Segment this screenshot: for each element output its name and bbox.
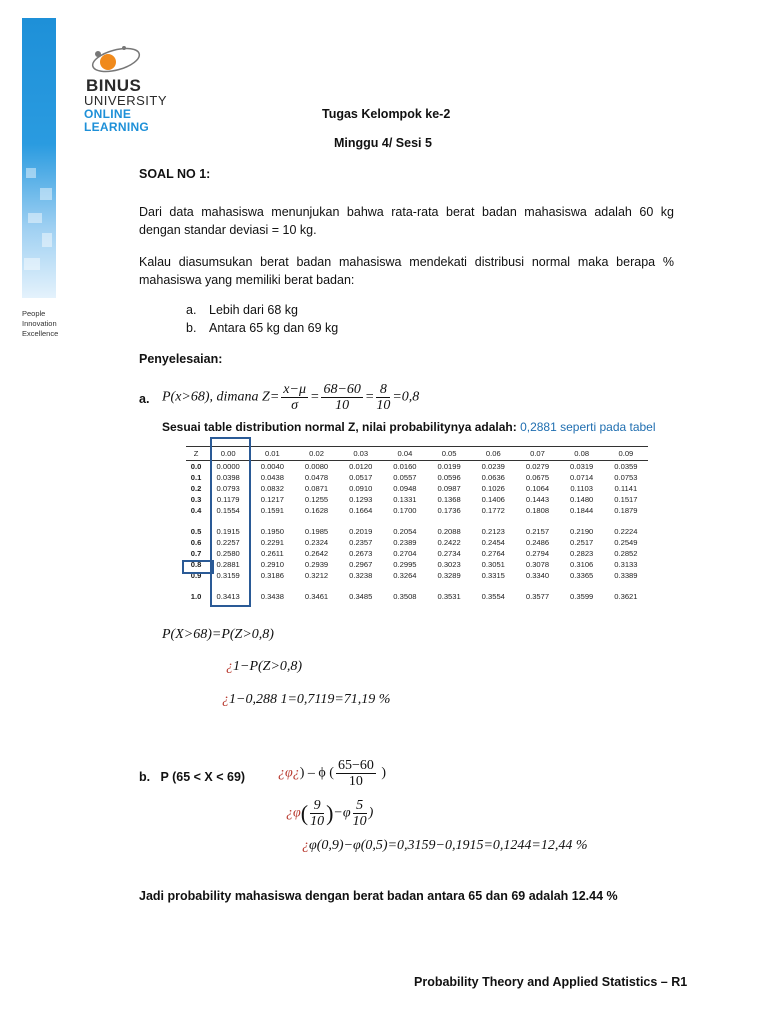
probability-cell: 0.2794 <box>525 549 550 558</box>
z-table-row <box>186 526 648 537</box>
probability-cell: 0.3315 <box>481 571 505 580</box>
probability-cell: 0.3023 <box>437 560 461 569</box>
probability-cell: 0.3389 <box>614 571 638 580</box>
z-table-header-cell: 0.09 <box>604 447 648 461</box>
probability-cell: 0.3508 <box>393 592 417 601</box>
probability-cell: 0.0040 <box>260 462 284 471</box>
binus-logo-icon <box>86 38 156 76</box>
probability-cell: 0.0753 <box>614 473 638 482</box>
z-table-row <box>186 537 648 548</box>
fraction: $\frac{9}{10}$ <box>310 798 325 829</box>
probability-cell: 0.2852 <box>614 549 638 558</box>
solution-b-line1: ¿φ¿) – ϕ ( $\frac{65-60}{10}$ ) <box>278 758 387 789</box>
probability-cell: 0.1628 <box>304 506 329 515</box>
z-value-cell: 0.2 <box>190 484 202 493</box>
highlight-column-0-00 <box>210 437 251 607</box>
probability-cell: 0.1736 <box>437 506 461 515</box>
logo-line2: UNIVERSITY <box>84 93 168 108</box>
probability-cell: 0.1664 <box>349 506 373 515</box>
z-value-cell: 0.7 <box>190 549 202 558</box>
z-value-cell: 0.3 <box>190 495 202 504</box>
probability-cell: 0.2673 <box>349 549 373 558</box>
tagline-line: People <box>22 309 46 318</box>
tagline-line: Innovation <box>22 319 57 328</box>
probability-cell: 0.2881 <box>216 560 240 569</box>
fraction: $\frac{65-60}{10}$ <box>337 758 374 789</box>
probability-cell: 0.2257 <box>216 538 240 547</box>
z-value-cell: 0.4 <box>190 506 202 515</box>
z-table-header-cell: 0.06 <box>471 447 515 461</box>
brand-stripe <box>22 18 56 298</box>
probability-cell: 0.3599 <box>570 592 594 601</box>
probability-cell: 0.1103 <box>570 484 593 493</box>
z-table-header-cell: 0.07 <box>515 447 559 461</box>
probability-cell: 0.2995 <box>393 560 417 569</box>
probability-cell: 0.2704 <box>393 549 417 558</box>
probability-cell: 0.2642 <box>304 549 329 558</box>
soal-paragraph-2: Kalau diasumsukan berat badan mahasiswa mendekati distribusi normal maka berapa % mahasiswa yang memiliki berat badan: <box>139 255 674 287</box>
z-table-header-cell: 0.01 <box>250 447 294 461</box>
logo-line1: BINUS <box>86 76 142 95</box>
note-prefix: Sesuai table distribution normal Z, nilai probabilitynya adalah: <box>162 420 517 434</box>
fraction: $\frac{5}{10}$ <box>352 798 367 829</box>
solution-conclusion: Jadi probability mahasiswa dengan berat badan antara 65 dan 69 adalah 12.44 % <box>139 889 618 903</box>
solution-a-note <box>162 420 656 434</box>
probability-cell: 0.1368 <box>437 495 461 504</box>
probability-cell: 0.0675 <box>525 473 550 482</box>
probability-cell: 0.1026 <box>481 484 505 493</box>
probability-cell: 0.1700 <box>393 506 417 515</box>
probability-cell: 0.3461 <box>304 592 329 601</box>
page-footer: Probability Theory and Applied Statistics – R1 <box>414 975 688 989</box>
probability-cell: 0.1844 <box>570 506 594 515</box>
solution-heading: Penyelesaian: <box>139 352 223 366</box>
z-value-cell: 0.5 <box>190 527 202 536</box>
z-table-header-row <box>186 447 648 461</box>
z-table-header-cell: Z <box>186 447 206 461</box>
soal-item-text: Antara 65 kg dan 69 kg <box>209 321 339 335</box>
z-table-header-cell: 0.03 <box>339 447 383 461</box>
z-table-row <box>186 559 648 570</box>
z-table-row <box>186 570 648 581</box>
z-table-row <box>186 461 648 473</box>
probability-cell: 0.3238 <box>349 571 373 580</box>
probability-cell: 0.3340 <box>525 571 550 580</box>
fraction: $\frac{68-60}{10}$ <box>323 382 361 413</box>
probability-cell: 0.2357 <box>349 538 373 547</box>
probability-cell: 0.0636 <box>481 473 505 482</box>
probability-cell: 0.0279 <box>525 462 550 471</box>
logo-line3: ONLINE <box>84 107 132 121</box>
probability-cell: 0.0948 <box>393 484 417 493</box>
tagline <box>22 309 58 339</box>
probability-cell: 0.3159 <box>216 571 240 580</box>
z-table-row <box>186 483 648 494</box>
soal-item-marker: a. <box>186 303 197 317</box>
probability-cell: 0.2389 <box>393 538 417 547</box>
probability-cell: 0.1554 <box>216 506 240 515</box>
z-table-header-cell: 0.08 <box>560 447 604 461</box>
probability-cell: 0.1517 <box>614 495 638 504</box>
probability-cell: 0.1950 <box>260 527 284 536</box>
probability-cell: 0.2910 <box>260 560 284 569</box>
probability-cell: 0.1772 <box>481 506 505 515</box>
z-value-cell: 0.9 <box>190 571 202 580</box>
solution-a-formula: P(x>68), dimana Z= $\frac{x-\mu}{\sigma}$ = $\frac{68-60}{10}$ = $\frac{8}{10}$ =0,8 <box>162 382 420 413</box>
probability-cell: 0.3621 <box>614 592 638 601</box>
formula-lhs: P(x>68), dimana Z= <box>162 389 280 405</box>
tagline-line: Excellence <box>22 329 59 338</box>
probability-cell: 0.0319 <box>570 462 594 471</box>
solution-b-label: b. P (65 < X < 69) <box>139 770 246 784</box>
probability-cell: 0.2324 <box>304 538 329 547</box>
probability-cell: 0.0160 <box>393 462 417 471</box>
probability-cell: 0.2764 <box>481 549 505 558</box>
probability-cell: 0.2422 <box>437 538 461 547</box>
z-value-cell: 0.8 <box>190 560 202 569</box>
probability-cell: 0.3106 <box>570 560 594 569</box>
probability-cell: 0.2088 <box>437 527 461 536</box>
probability-cell: 0.2967 <box>349 560 373 569</box>
probability-cell: 0.3264 <box>393 571 417 580</box>
probability-cell: 0.2517 <box>570 538 594 547</box>
soal-item-marker: b. <box>186 321 197 335</box>
probability-cell: 0.3438 <box>260 592 284 601</box>
soal-item-text: Lebih dari 68 kg <box>209 303 298 317</box>
probability-cell: 0.1591 <box>260 506 284 515</box>
probability-cell: 0.3186 <box>260 571 284 580</box>
probability-cell: 0.1064 <box>525 484 550 493</box>
probability-cell: 0.1406 <box>481 495 505 504</box>
probability-cell: 0.3078 <box>525 560 550 569</box>
probability-cell: 0.0359 <box>614 462 638 471</box>
z-value-cell: 1.0 <box>190 592 202 601</box>
fraction: $\frac{x-\mu}{\sigma}$ <box>283 382 306 413</box>
probability-cell: 0.2486 <box>525 538 550 547</box>
probability-cell: 0.2823 <box>570 549 594 558</box>
note-value: 0,2881 seperti pada tabel <box>520 420 656 434</box>
z-table <box>186 446 648 602</box>
z-table-row <box>186 591 648 602</box>
doc-subtitle: Minggu 4/ Sesi 5 <box>334 136 432 150</box>
probability-cell: 0.2454 <box>481 538 505 547</box>
probability-cell: 0.2019 <box>349 527 373 536</box>
probability-cell: 0.3577 <box>525 592 550 601</box>
z-table-row <box>186 472 648 483</box>
z-table-header-cell: 0.00 <box>206 447 250 461</box>
solution-a-marker: a. <box>139 392 150 406</box>
probability-cell: 0.1255 <box>304 495 329 504</box>
probability-cell: 0.0239 <box>481 462 505 471</box>
soal-heading: SOAL NO 1: <box>139 167 211 181</box>
probability-cell: 0.0199 <box>437 462 461 471</box>
probability-cell: 0.0557 <box>393 473 417 482</box>
probability-cell: 0.3531 <box>437 592 461 601</box>
probability-cell: 0.0080 <box>304 462 329 471</box>
solution-a-line1: P(X>68)=P(Z>0,8) <box>162 627 274 642</box>
probability-cell: 0.0871 <box>304 484 329 493</box>
probability-cell: 0.0987 <box>437 484 461 493</box>
z-table-header-cell: 0.02 <box>294 447 338 461</box>
z-value-cell: 0.1 <box>190 473 202 482</box>
probability-cell: 0.1480 <box>570 495 594 504</box>
soal-paragraph-1: Dari data mahasiswa menunjukan bahwa rata-rata berat badan mahasiswa adalah 60 kg dengan standar deviasi = 10 kg. <box>139 205 674 237</box>
z-value-cell: 0.0 <box>190 462 202 471</box>
probability-cell: 0.2157 <box>525 527 550 536</box>
z-table-spacer <box>186 581 648 591</box>
probability-cell: 0.3554 <box>481 592 505 601</box>
probability-cell: 0.0793 <box>216 484 240 493</box>
probability-cell: 0.3485 <box>349 592 373 601</box>
probability-cell: 0.0000 <box>216 462 240 471</box>
probability-cell: 0.0596 <box>437 473 461 482</box>
z-table-row <box>186 548 648 559</box>
probability-cell: 0.1808 <box>525 506 550 515</box>
doc-title: Tugas Kelompok ke-2 <box>322 107 451 121</box>
z-table-row <box>186 494 648 505</box>
probability-cell: 0.1331 <box>393 495 417 504</box>
solution-b-line2: ¿φ( $\frac{9}{10}$ )−φ $\frac{5}{10}$ ) <box>286 798 374 829</box>
probability-cell: 0.2939 <box>304 560 329 569</box>
probability-cell: 0.1217 <box>260 495 284 504</box>
probability-cell: 0.0832 <box>260 484 284 493</box>
probability-cell: 0.2054 <box>393 527 417 536</box>
probability-cell: 0.3365 <box>570 571 594 580</box>
probability-cell: 0.3212 <box>304 571 329 580</box>
z-table-header-cell: 0.05 <box>427 447 471 461</box>
probability-cell: 0.0398 <box>216 473 240 482</box>
probability-cell: 0.2580 <box>216 549 240 558</box>
probability-cell: 0.0438 <box>260 473 284 482</box>
z-table-header-cell: 0.04 <box>383 447 427 461</box>
probability-cell: 0.0910 <box>349 484 373 493</box>
probability-cell: 0.3133 <box>614 560 638 569</box>
z-table-row <box>186 505 648 516</box>
probability-cell: 0.1985 <box>304 527 329 536</box>
probability-cell: 0.1141 <box>614 484 638 493</box>
probability-cell: 0.2291 <box>260 538 284 547</box>
probability-cell: 0.2190 <box>570 527 594 536</box>
probability-cell: 0.2123 <box>481 527 505 536</box>
highlight-row-0-8 <box>182 560 214 574</box>
probability-cell: 0.1915 <box>216 527 240 536</box>
probability-cell: 0.1443 <box>525 495 550 504</box>
probability-cell: 0.2734 <box>437 549 461 558</box>
z-table-spacer <box>186 516 648 526</box>
probability-cell: 0.0517 <box>349 473 373 482</box>
probability-cell: 0.3051 <box>481 560 505 569</box>
logo-line4: LEARNING <box>84 120 150 134</box>
solution-a-line2: ¿1−P(Z>0,8) <box>226 659 303 674</box>
probability-cell: 0.0714 <box>570 473 594 482</box>
probability-cell: 0.3413 <box>216 592 240 601</box>
probability-cell: 0.2224 <box>614 527 638 536</box>
z-value-cell: 0.6 <box>190 538 202 547</box>
solution-a-line3: ¿1−0,288 1=0,7119=71,19 % <box>222 692 391 707</box>
fraction: $\frac{8}{10}$ <box>376 382 391 413</box>
probability-cell: 0.1293 <box>349 495 373 504</box>
probability-cell: 0.0478 <box>304 473 329 482</box>
probability-cell: 0.2549 <box>614 538 638 547</box>
probability-cell: 0.1179 <box>216 495 240 504</box>
probability-cell: 0.3289 <box>437 571 461 580</box>
probability-cell: 0.2611 <box>261 549 284 558</box>
probability-cell: 0.0120 <box>349 462 373 471</box>
probability-cell: 0.1879 <box>614 506 638 515</box>
solution-b-line3: ¿φ(0,9)−φ(0,5)=0,3159−0,1915=0,1244=12,44 % <box>302 838 588 853</box>
